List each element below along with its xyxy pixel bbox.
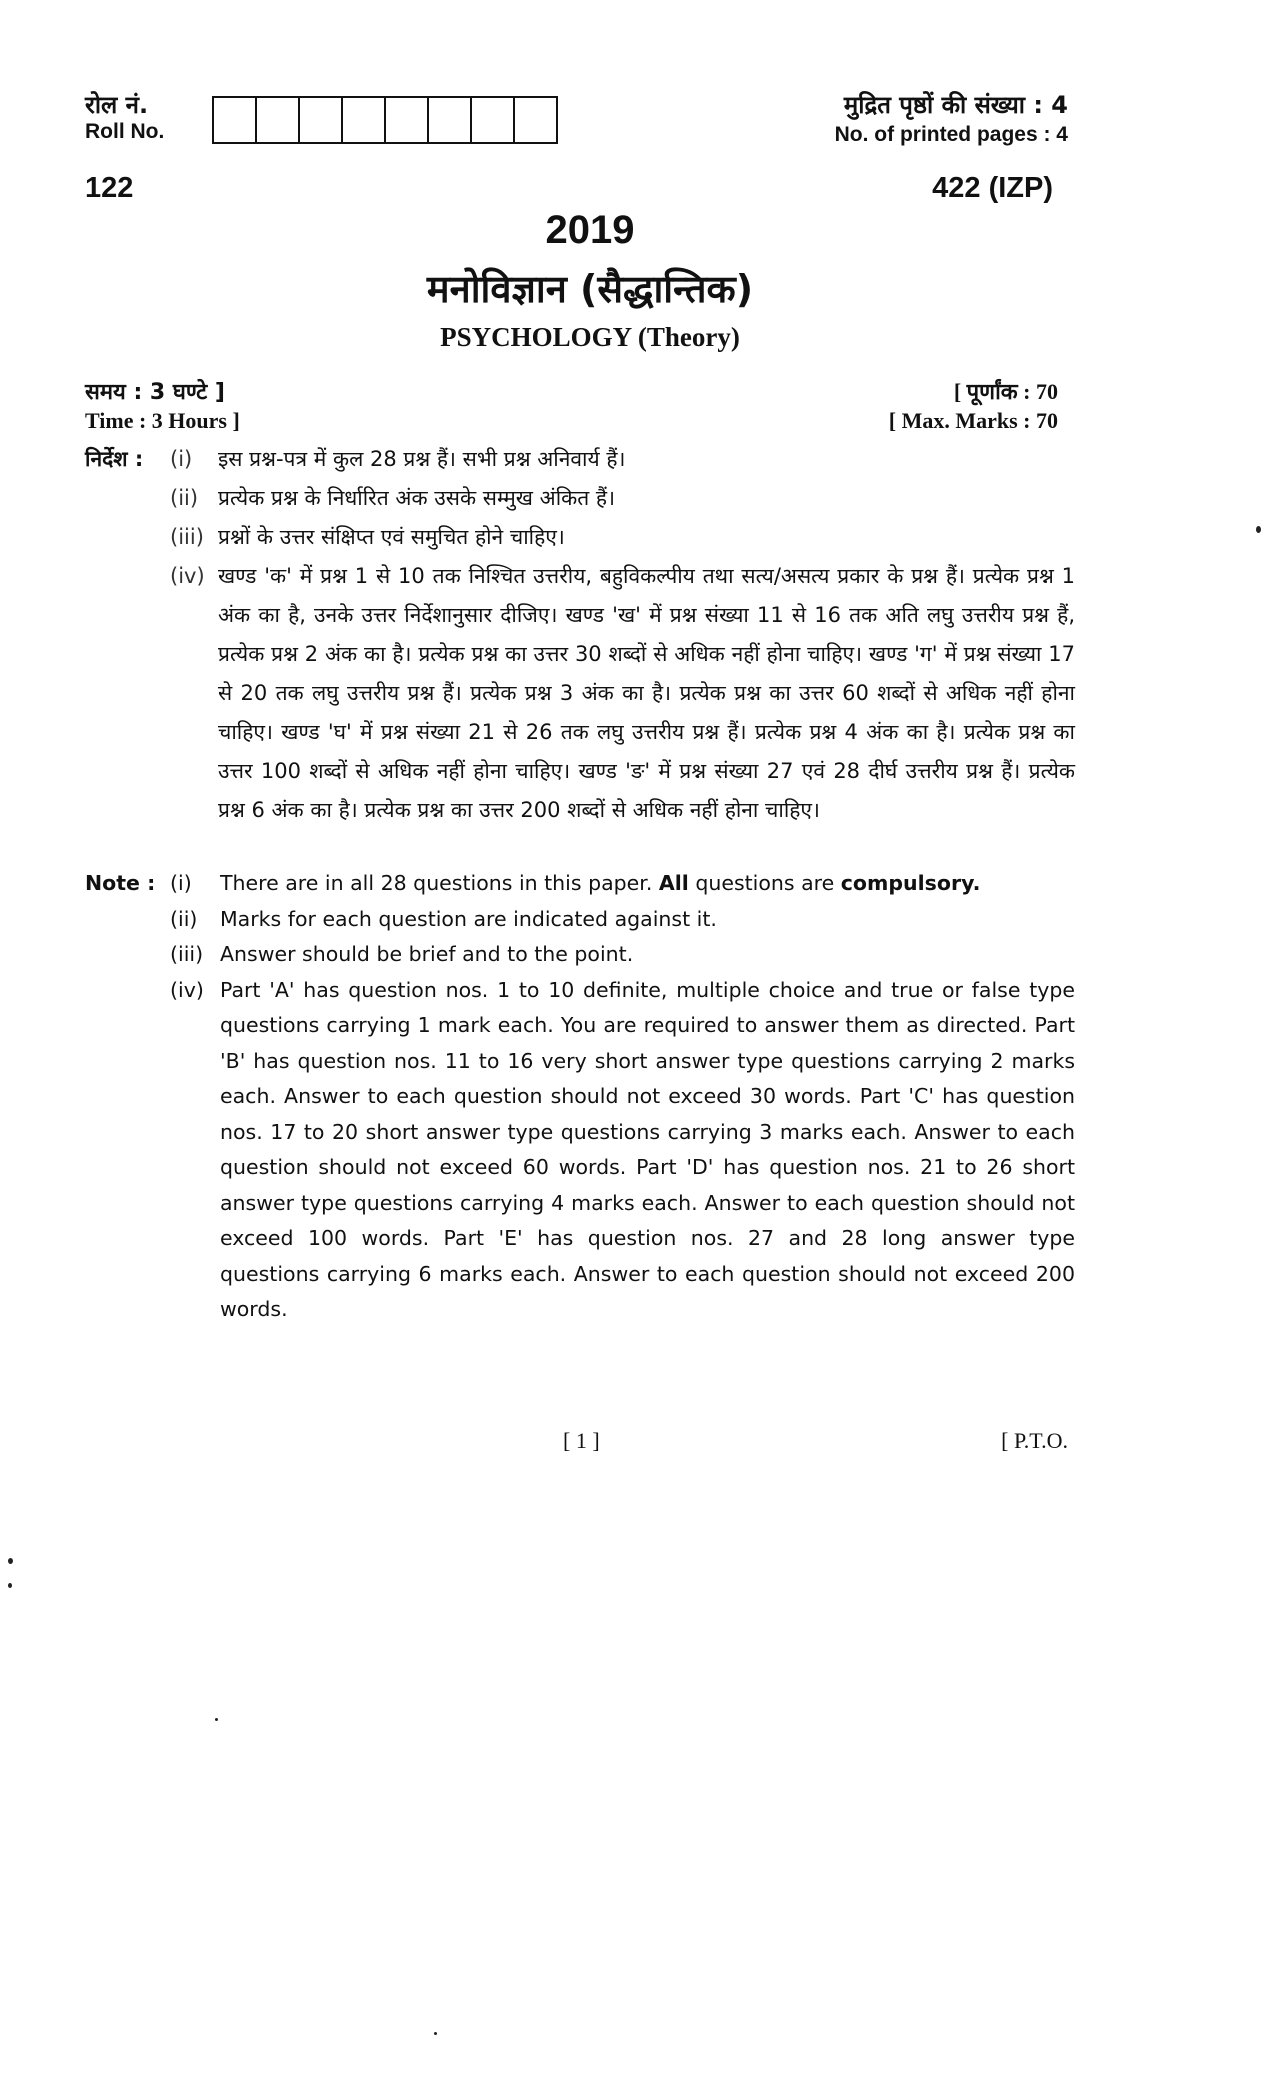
note-item [85, 937, 1075, 973]
note-item [85, 973, 1075, 1328]
note-text [220, 866, 1075, 902]
printed-pages-hindi: मुद्रित पृष्ठों की संख्या : 4 [843, 91, 1068, 119]
note-text-part: questions are [695, 871, 835, 895]
instruction-item [85, 557, 1075, 830]
roll-digit-box[interactable] [472, 98, 515, 142]
instruction-number: (i) [170, 447, 193, 471]
roll-digit-box[interactable] [386, 98, 429, 142]
instruction-number: (ii) [170, 486, 199, 510]
instruction-text: इस प्रश्न-पत्र में कुल 28 प्रश्न हैं। सभी प्रश्न अनिवार्य हैं। [218, 447, 626, 471]
note-number: (i) [170, 871, 192, 895]
pto-label: [ P.T.O. [1001, 1428, 1068, 1453]
instruction-text: प्रश्नों के उत्तर संक्षिप्त एवं समुचित होने चाहिए। [218, 525, 565, 549]
time-english: Time : 3 Hours ] [85, 408, 240, 433]
page-number: [ 1 ] [563, 1428, 600, 1453]
subject-title-hindi: मनोविज्ञान (सैद्धान्तिक) [426, 267, 754, 311]
roll-label-english: Roll No. [85, 120, 165, 143]
time-hindi: समय : 3 घण्टे ] [85, 380, 225, 405]
note-text-part: . [972, 871, 981, 895]
roll-digit-box[interactable] [429, 98, 472, 142]
exam-year: 2019 [545, 208, 635, 252]
instructions-hindi [85, 440, 1075, 830]
paper-code-right: 422 (IZP) [932, 172, 1053, 204]
roll-digit-box[interactable] [300, 98, 343, 142]
note-number: (iv) [170, 977, 204, 1002]
roll-digit-box[interactable] [343, 98, 386, 142]
instruction-item [85, 518, 1075, 557]
note-item [85, 866, 1075, 902]
note-emphasis: compulsory [840, 871, 973, 895]
note-number: (ii) [170, 906, 198, 931]
roll-digit-box[interactable] [214, 98, 257, 142]
notes-heading: Note : [85, 871, 156, 895]
paper-code-left: 122 [85, 172, 134, 204]
scan-speck [1256, 526, 1261, 533]
instruction-text: प्रत्येक प्रश्न के निर्धारित अंक उसके सम्मुख अंकित हैं। [218, 486, 616, 510]
note-text: Part 'A' has question nos. 1 to 10 definite, multiple choice and true or false type questions carrying 1 mark each. You are required to answer them as directed. Part 'B' has question nos. 11 to 16 very short answer type questions carrying 2 marks each. Answer to each question should not exceed 30 words. Part 'C' has question nos. 17 to 20 short answer type questions carrying 3 marks each. Answer to each question should not exceed 60 words. Part 'D' has question nos. 21 to 26 short answer type questions carrying 4 marks each. Answer to each question should not exceed 100 words. Part 'E' has question nos. 27 and 28 long answer type questions carrying 6 marks each. Answer to each question should not exceed 200 words. [220, 977, 1075, 1321]
note-text: Marks for each question are indicated against it. [220, 906, 717, 931]
note-number: (iii) [170, 942, 204, 966]
subject-title-english: PSYCHOLOGY (Theory) [440, 322, 740, 352]
note-emphasis: All [658, 871, 689, 895]
scan-speck [8, 1583, 12, 1588]
printed-pages-english: No. of printed pages : 4 [834, 123, 1068, 146]
max-marks-english: [ Max. Marks : 70 [888, 408, 1058, 433]
instruction-number: (iii) [170, 525, 204, 549]
roll-label-hindi: रोल नं. [85, 91, 149, 119]
roll-number-boxes[interactable] [212, 96, 558, 144]
roll-digit-box[interactable] [515, 98, 558, 142]
note-text-part: There are in all 28 questions in this paper. [220, 871, 653, 895]
instruction-text: खण्ड 'क' में प्रश्न 1 से 10 तक निश्चित उत्तरीय, बहुविकल्पीय तथा सत्य/असत्य प्रकार के प्रश्न हैं। प्रत्येक प्रश्न 1 अंक का है, उनके उत्तर निर्देशानुसार दीजिए। खण्ड 'ख' में प्रश्न संख्या 11 से 16 तक अति लघु उत्तरीय प्रश्न हैं, प्रत्येक प्रश्न 2 अंक का है। प्रत्येक प्रश्न का उत्तर 30 शब्दों से अधिक नहीं होना चाहिए। खण्ड 'ग' में प्रश्न संख्या 17 से 20 तक लघु उत्तरीय प्रश्न हैं। प्रत्येक प्रश्न 3 अंक का है। प्रत्येक प्रश्न का उत्तर 60 शब्दों से अधिक नहीं होना चाहिए। खण्ड 'घ' में प्रश्न संख्या 21 से 26 तक लघु उत्तरीय प्रश्न हैं। प्रत्येक प्रश्न 4 अंक का है। प्रत्येक प्रश्न का उत्तर 100 शब्दों से अधिक नहीं होना चाहिए। खण्ड 'ङ' में प्रश्न संख्या 27 एवं 28 दीर्घ उत्तरीय प्रश्न हैं। प्रत्येक प्रश्न 6 अंक का है। प्रत्येक प्रश्न का उत्तर 200 शब्दों से अधिक नहीं होना चाहिए। [218, 564, 1075, 822]
instruction-item [85, 479, 1075, 518]
notes-english [85, 866, 1075, 1328]
note-item [85, 902, 1075, 938]
instruction-item [85, 440, 1075, 479]
scan-speck [215, 1718, 218, 1721]
scan-speck [434, 2032, 437, 2035]
scan-speck [8, 1558, 13, 1564]
instruction-number: (iv) [170, 564, 205, 588]
roll-digit-box[interactable] [257, 98, 300, 142]
instructions-heading: निर्देश : [85, 447, 144, 471]
note-text: Answer should be brief and to the point. [220, 942, 634, 966]
max-marks-hindi: [ पूर्णांक : 70 [953, 379, 1058, 404]
